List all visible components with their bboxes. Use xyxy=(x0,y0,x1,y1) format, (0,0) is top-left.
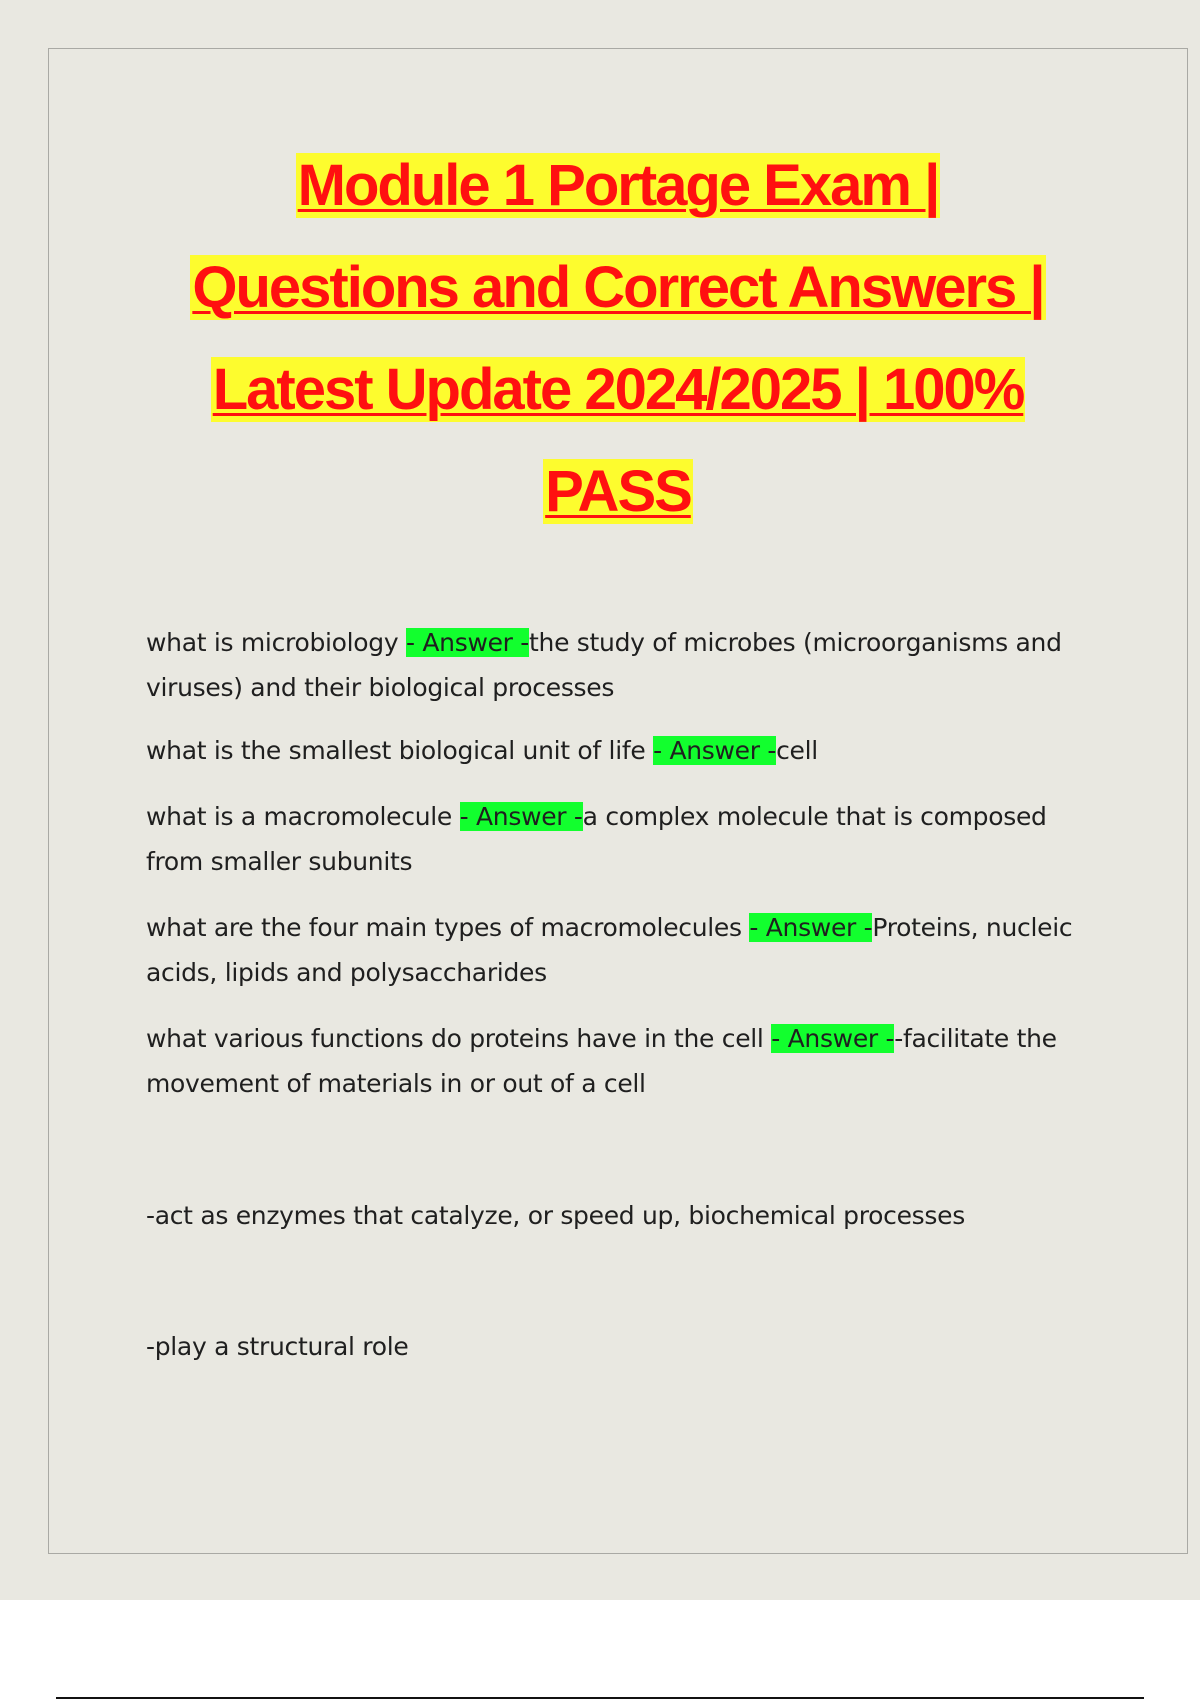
question-text: what is microbiology xyxy=(146,628,407,657)
answer-text: a complex molecule that is composed from smaller subunits xyxy=(146,802,1047,876)
answer-tag: - Answer - xyxy=(459,802,583,831)
qa-item xyxy=(146,794,1076,884)
qa-item xyxy=(146,905,1076,995)
title-line: Questions and Correct Answers | xyxy=(192,255,1044,320)
answer-continuation: -act as enzymes that catalyze, or speed up, biochemical processes xyxy=(146,1201,965,1230)
title-line: Latest Update 2024/2025 | 100% xyxy=(212,357,1024,422)
title-line: Module 1 Portage Exam | xyxy=(297,153,939,218)
footer-divider xyxy=(56,1697,1144,1699)
answer-text: the study of microbes (microorganisms and viruses) and their biological processes xyxy=(146,628,1062,702)
qa-item xyxy=(146,620,1076,710)
answer-tag: - Answer - xyxy=(749,913,873,942)
question-text: what is the smallest biological unit of life xyxy=(146,736,654,765)
answer-text: Proteins, nucleic acids, lipids and polysaccharides xyxy=(146,913,1073,987)
question-text: what are the four main types of macromolecules xyxy=(146,913,750,942)
answer-text: -facilitate the movement of materials in or out of a cell xyxy=(146,1024,1057,1098)
document-title xyxy=(48,135,1188,543)
answer-tag: - Answer - xyxy=(771,1024,895,1053)
answer-tag: - Answer - xyxy=(406,628,530,657)
answer-continuation: -play a structural role xyxy=(146,1332,409,1361)
question-text: what various functions do proteins have in the cell xyxy=(146,1024,772,1053)
question-text: what is a macromolecule xyxy=(146,802,460,831)
qa-item xyxy=(146,728,1076,773)
title-line: PASS xyxy=(545,459,691,524)
answer-tag: - Answer - xyxy=(653,736,777,765)
answer-text: cell xyxy=(776,736,818,765)
qa-item xyxy=(146,1016,1076,1106)
